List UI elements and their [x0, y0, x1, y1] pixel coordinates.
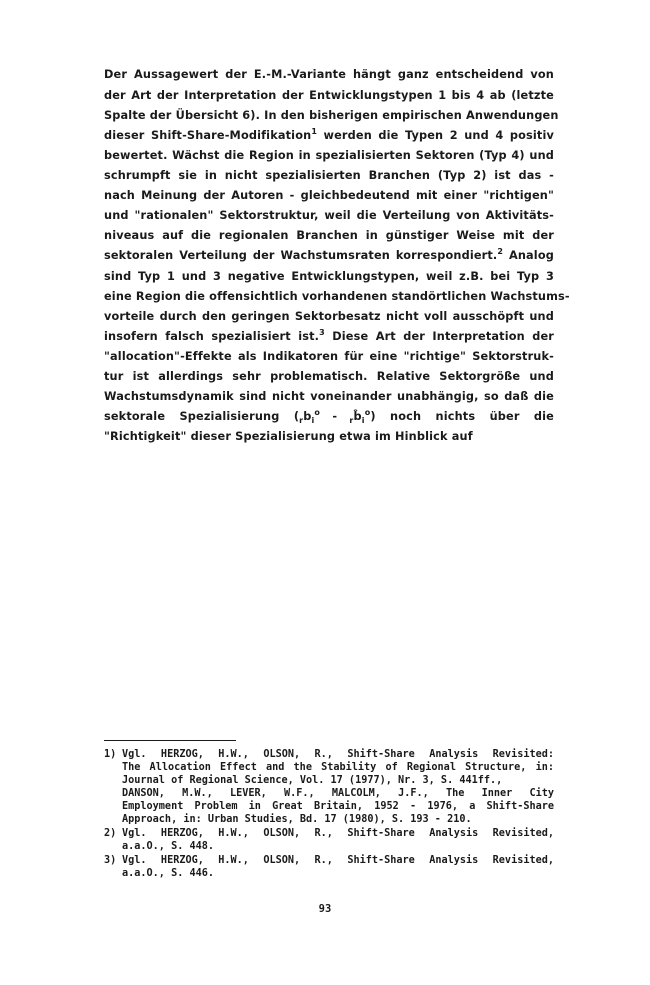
footnote-2-line-1: Vgl. HERZOG, H.W., OLSON, R., Shift-Share Analysis Revisited,	[122, 828, 554, 839]
footnote-1-line-6: Approach, in: Urban Studies, Bd. 17 (1980), S. 193 - 210.	[122, 814, 472, 825]
body-line-16: tur ist allerdings sehr problematisch. Relative Sektorgröße und	[104, 370, 554, 383]
body-line-19: "Richtigkeit" dieser Spezialisierung etwa im Hinblick auf	[104, 430, 473, 443]
body-line-10-text: sektoralen Verteilung der Wachstumsraten korrespondiert.	[104, 249, 498, 262]
footnote-1-line-2: The Allocation Effect and the Stability of Regional Structure, in:	[122, 762, 554, 773]
body-line-15: "allocation"-Effekte als Indikatoren für eine "richtige" Sektorstruk-	[104, 350, 554, 363]
footnote-1-line-3: Journal of Regional Science, Vol. 17 (1977), Nr. 3, S. 441ff.,	[122, 775, 503, 786]
body-line-8: und "rationalen" Sektorstruktur, weil die Verteilung von Aktivitäts-	[104, 209, 554, 222]
body-line-18-text: sektorale Spezialisierung	[104, 410, 280, 423]
body-line-11: sind Typ 1 und 3 negative Entwicklungstypen, weil z.B. bei Typ 3	[104, 270, 554, 283]
body-line-14-tail: Diese Art der Interpretation der	[332, 330, 554, 343]
body-line-17: Wachstumsdynamik sind nicht voneinander unabhängig, so daß die	[104, 390, 554, 403]
footnote-1-line-1: Vgl. HERZOG, H.W., OLSON, R., Shift-Share Analysis Revisited:	[122, 749, 554, 760]
footnote-2-line-2: a.a.O., S. 448.	[122, 841, 215, 852]
body-line-2: der Art der Interpretation der Entwicklungstypen 1 bis 4 ab (letzte	[104, 89, 554, 102]
footnote-ref-1: 1	[311, 127, 318, 136]
body-line-6: schrumpft sie in nicht spezialisierten Branchen (Typ 2) ist das -	[104, 169, 554, 182]
body-line-4	[104, 129, 554, 143]
body-line-12: eine Region die offensichtlich vorhandenen standörtlichen Wachstums-	[104, 290, 570, 303]
body-line-4-text: dieser Shift-Share-Modifikation	[104, 129, 312, 142]
specialization-formula: ($_rb_i^o$ - $_rb̂_i^o$)	[293, 408, 376, 425]
footnote-divider	[104, 740, 236, 741]
body-line-10-tail: Analog	[508, 249, 554, 262]
body-line-7: nach Meinung der Autoren - gleichbedeutend mit einer "richtigen"	[104, 189, 554, 202]
body-line-18-tail: noch nichts über die	[390, 410, 554, 423]
body-line-9: niveaus auf die regionalen Branchen in günstiger Weise mit der	[104, 229, 554, 242]
body-line-18	[104, 410, 554, 424]
footnote-3-line-2: a.a.O., S. 446.	[122, 868, 215, 879]
footnote-3-number: 3)	[104, 855, 117, 866]
body-line-4-tail: werden die Typen 2 und 4 positiv	[323, 129, 554, 142]
body-line-3: Spalte der Übersicht 6). In den bisherigen empirischen Anwendungen	[104, 109, 559, 122]
footnote-ref-2: 2	[497, 247, 504, 256]
footnote-3-line-1: Vgl. HERZOG, H.W., OLSON, R., Shift-Share Analysis Revisited,	[122, 855, 554, 866]
footnote-1-line-4: DANSON, M.W., LEVER, W.F., MALCOLM, J.F., The Inner City	[122, 788, 554, 799]
footnote-1-line-5: Employment Problem in Great Britain, 1952 - 1976, a Shift-Share	[122, 801, 554, 812]
footnote-2-number: 2)	[104, 828, 117, 839]
body-line-5: bewertet. Wächst die Region in spezialisierten Sektoren (Typ 4) und	[104, 149, 554, 162]
footnote-ref-3: 3	[319, 328, 325, 337]
body-line-10	[104, 249, 554, 263]
body-line-14-text: insofern falsch spezialisiert ist.	[104, 330, 320, 343]
page-number: 93	[318, 903, 332, 915]
body-line-13: vorteile durch den geringen Sektorbesatz nicht voll ausschöpft und	[104, 310, 554, 323]
body-line-1: Der Aussagewert der E.-M.-Variante hängt ganz entscheidend von	[104, 68, 554, 81]
body-line-14	[104, 330, 554, 344]
footnote-1-number: 1)	[104, 749, 117, 760]
